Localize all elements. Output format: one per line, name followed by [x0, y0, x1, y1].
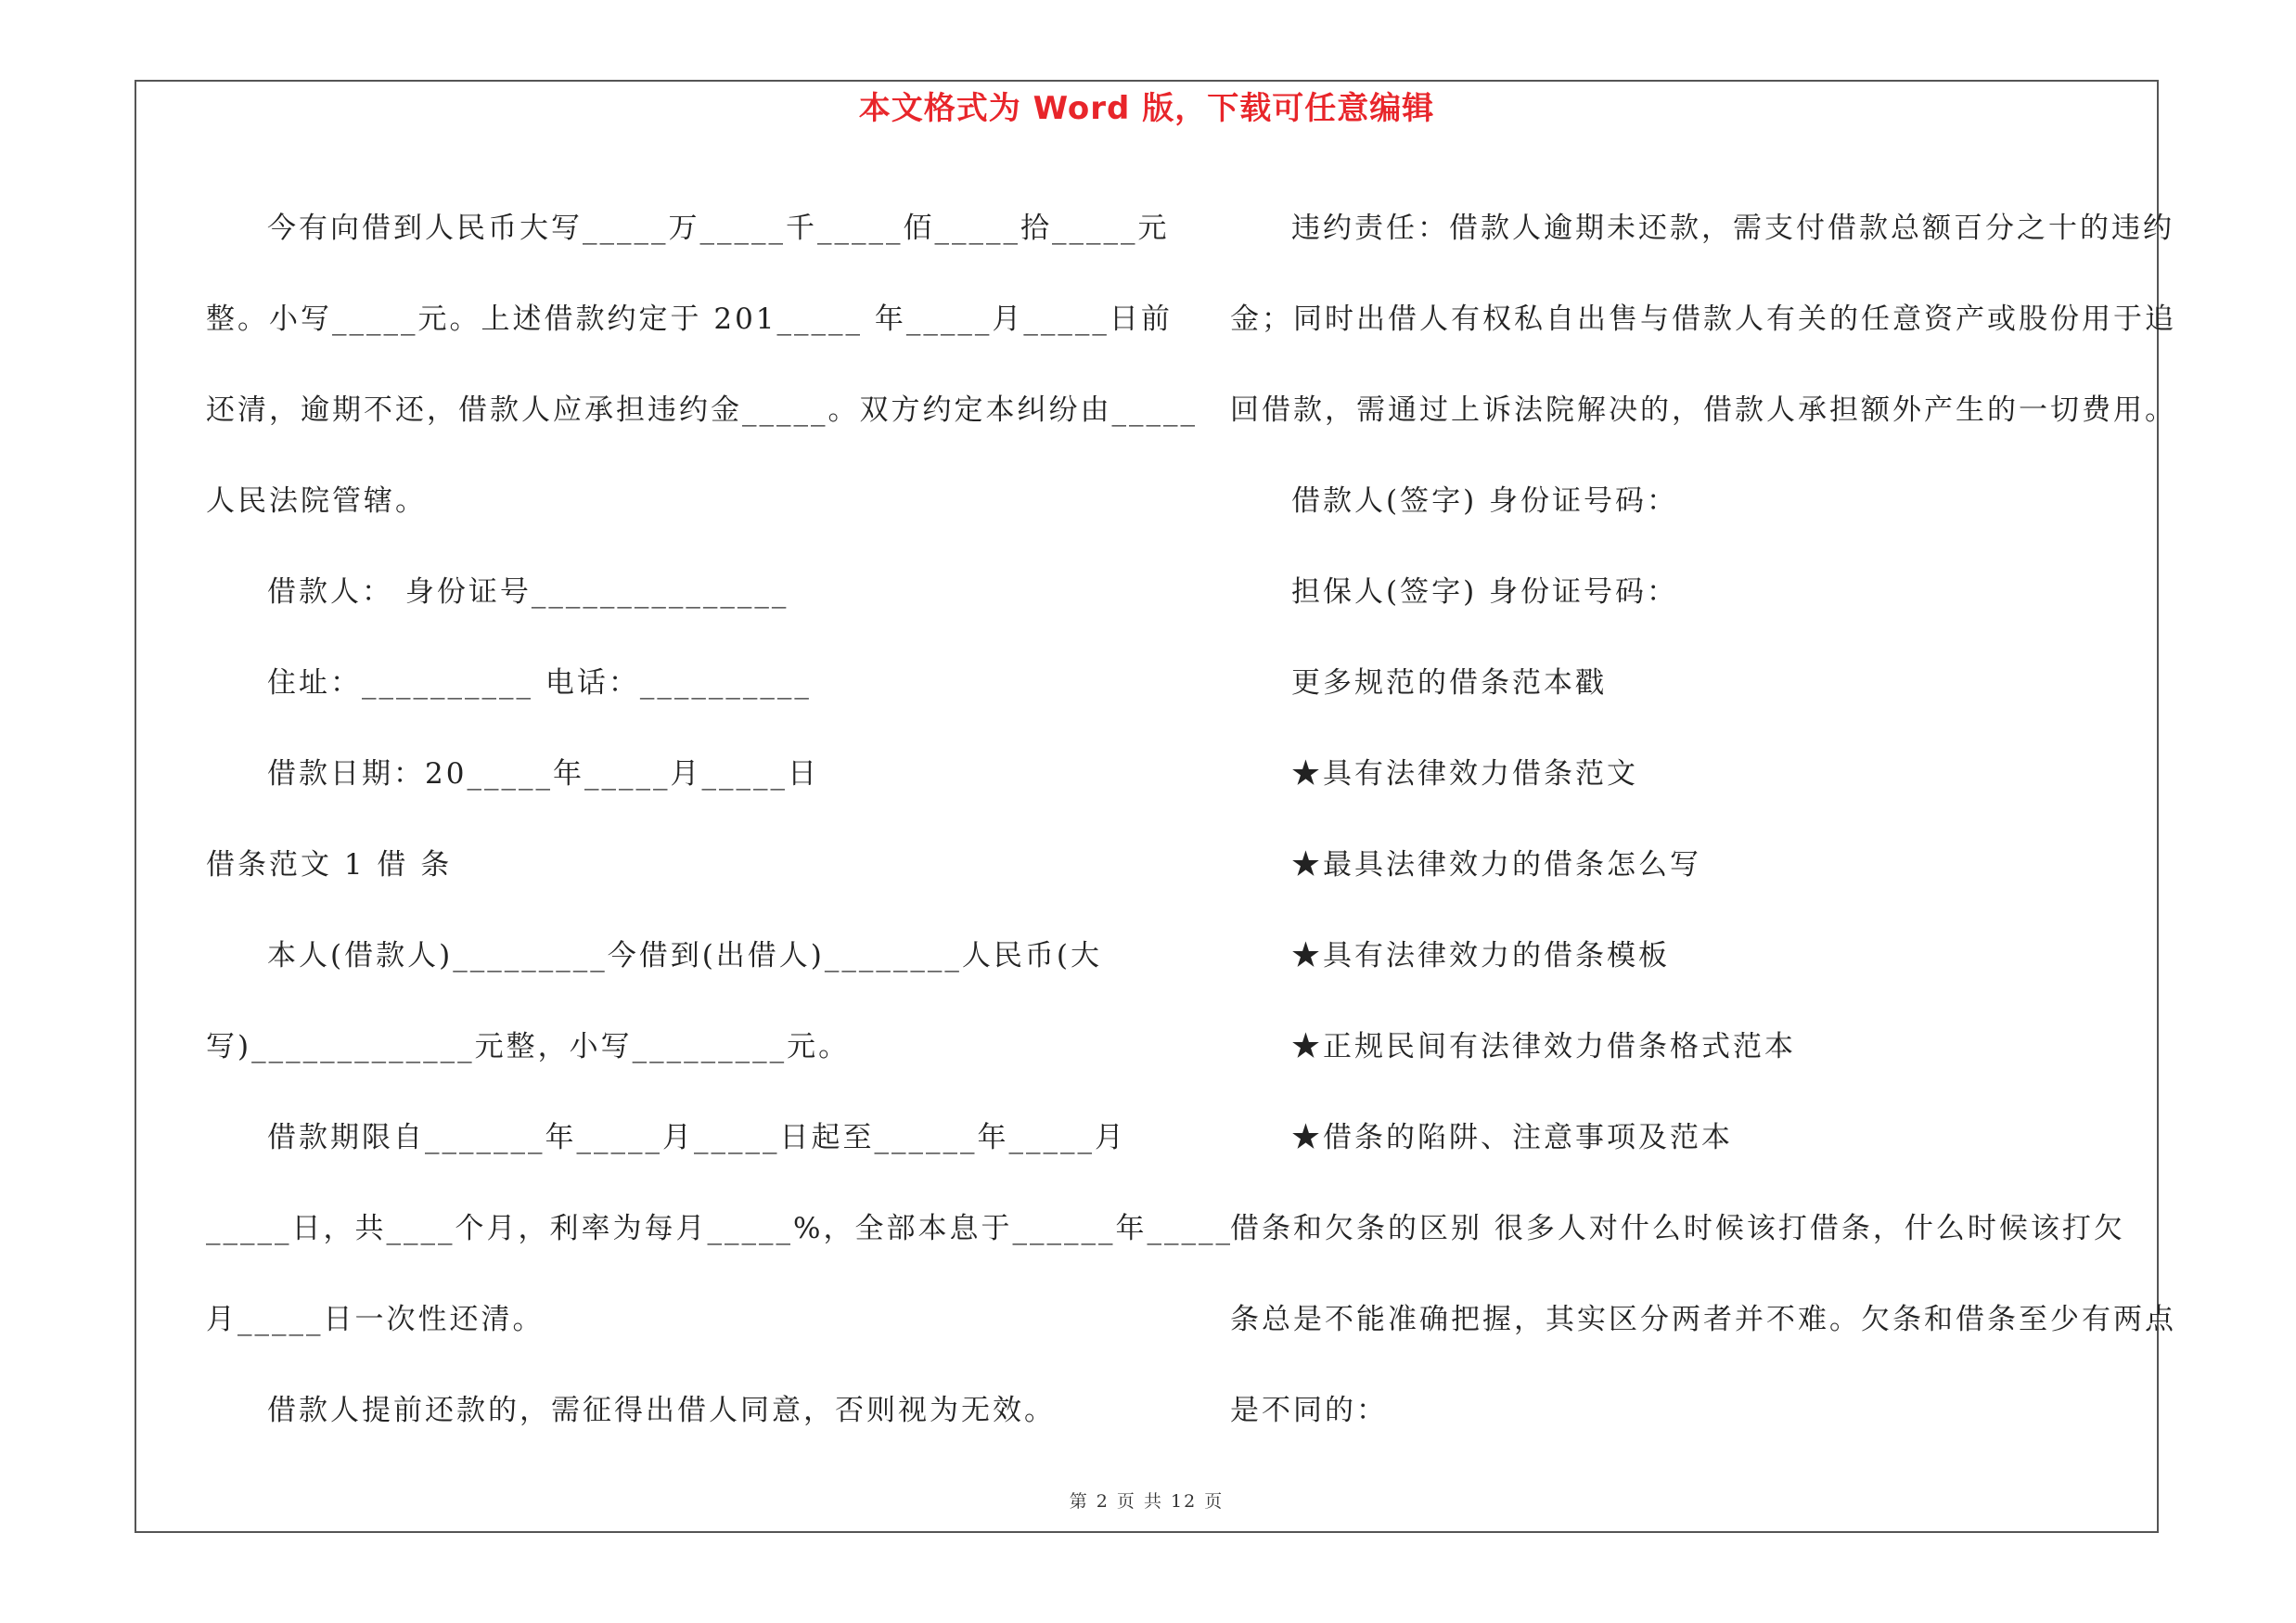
paragraph-line: 整。小写_____元。上述借款约定于 201_____ 年_____月_____日前 [206, 303, 1173, 336]
related-link-label: 具有法律效力的借条模板 [1323, 939, 1670, 973]
paragraph-line: 本人(借款人)_________今借到(出借人)________人民币(大 [267, 939, 1102, 973]
borrower-signature-line: 借款人(签字) 身份证号码： [1291, 484, 1679, 518]
related-link-1[interactable] [1230, 728, 2176, 819]
right-column [1230, 183, 2176, 1456]
related-link-2[interactable] [1230, 819, 2176, 910]
paragraph-line: 回借款，需通过上诉法院解决的，借款人承担额外产生的一切费用。 [1230, 393, 2176, 427]
related-link-label: 最具法律效力的借条怎么写 [1323, 848, 1701, 882]
guarantor-signature-line: 担保人(签字) 身份证号码： [1291, 575, 1679, 609]
star-icon: ★ [1291, 757, 1323, 791]
paragraph-line: 金；同时出借人有权私自出售与借款人有关的任意资产或股份用于追 [1230, 303, 2176, 336]
paragraph-line: 写)_____________元整，小写_________元。 [206, 1030, 851, 1063]
paragraph-line: 今有向借到人民币大写_____万_____千_____佰_____拾_____元 [267, 212, 1170, 245]
address-phone-line: 住址：__________ 电话：__________ [267, 666, 812, 700]
paragraph-line: 借款期限自_______年_____月_____日起至______年_____月 [267, 1121, 1126, 1154]
paragraph-line: 违约责任：借款人逾期未还款，需支付借款总额百分之十的违约 [1291, 212, 2174, 245]
format-banner-text: 本文格式为 Word 版，下载可任意编辑 [858, 90, 1435, 127]
paragraph-line: _____日，共____个月，利率为每月_____%，全部本息于______年_____ [206, 1212, 1233, 1245]
loan-date-line: 借款日期：20_____年_____月_____日 [267, 757, 819, 791]
star-icon: ★ [1291, 1030, 1323, 1063]
borrower-id-line: 借款人： 身份证号_______________ [267, 575, 789, 609]
paragraph-line: 借款人提前还款的，需征得出借人同意，否则视为无效。 [267, 1394, 1056, 1427]
star-icon: ★ [1291, 1121, 1323, 1154]
related-link-4[interactable] [1230, 1001, 2176, 1092]
related-link-label: 具有法律效力借条范文 [1323, 757, 1638, 791]
more-templates-line: 更多规范的借条范本戳 [1291, 666, 1607, 700]
paragraph-line: 是不同的： [1230, 1394, 1388, 1427]
related-link-label: 借条的陷阱、注意事项及范本 [1323, 1121, 1733, 1154]
related-link-5[interactable] [1230, 1092, 2176, 1183]
left-column [206, 183, 1233, 1456]
paragraph-line: 还清，逾期不还，借款人应承担违约金_____。双方约定本纠纷由_____ [206, 393, 1198, 427]
paragraph-line: 人民法院管辖。 [206, 484, 427, 518]
format-banner [135, 85, 2159, 132]
paragraph-line: 条总是不能准确把握，其实区分两者并不难。欠条和借条至少有两点 [1230, 1303, 2176, 1336]
related-link-3[interactable] [1230, 910, 2176, 1001]
related-link-label: 正规民间有法律效力借条格式范本 [1323, 1030, 1796, 1063]
page-number: 第 2 页 共 12 页 [1069, 1491, 1225, 1512]
star-icon: ★ [1291, 939, 1323, 973]
star-icon: ★ [1291, 848, 1323, 882]
paragraph-line: 月_____日一次性还清。 [206, 1303, 545, 1336]
paragraph-line: 借条和欠条的区别 很多人对什么时候该打借条，什么时候该打欠 [1230, 1212, 2125, 1245]
sample-heading: 借条范文 1 借 条 [206, 848, 453, 882]
